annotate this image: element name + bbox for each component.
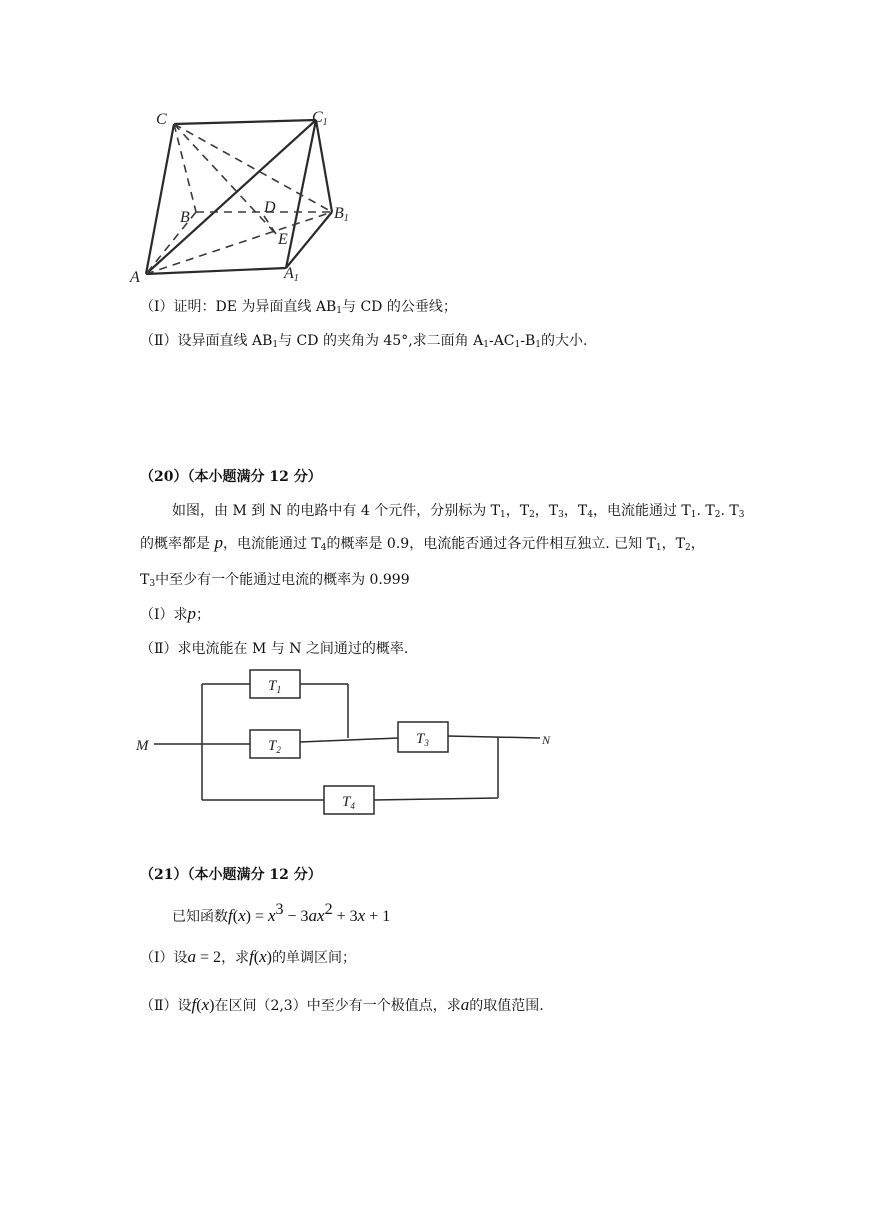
q19-part2: （Ⅱ）设异面直线 $AB_1$与 CD 的夹角为 45°,求二面角 $A_1-AC_1-B_1$的大小.	[140, 333, 588, 350]
q20-line1: 如图，由 M 到 N 的电路中有 4 个元件，分别标为 $T_1$，$T_2$，$T_3$，$T_4$，电流能通过 $T_1$. $T_2$. $T_3$	[172, 503, 745, 520]
label-M: M	[136, 738, 149, 754]
label-C1: C1	[312, 109, 328, 128]
label-E: E	[278, 231, 288, 248]
edge-A-A1	[146, 268, 286, 274]
label-N: N	[542, 733, 551, 747]
circuit-diagram	[130, 664, 570, 824]
label-T1: $T_1$	[268, 678, 282, 696]
label-C: C	[156, 111, 167, 128]
q20-part2: （Ⅱ）求电流能在 M 与 N 之间通过的概率.	[140, 641, 409, 657]
q21-intro: 已知函数$f(x) = x^3 - 3ax^2 + 3x + 1$	[172, 901, 391, 925]
label-B1: B1	[334, 205, 349, 224]
label-A1: A1	[284, 265, 299, 284]
q20-heading: （20）（本小题满分 12 分）	[140, 469, 322, 485]
q21-part2: （Ⅱ）设f(x)在区间（2,3）中至少有一个极值点，求a的取值范围.	[140, 995, 544, 1014]
label-A: A	[130, 269, 140, 284]
q21-heading: （21）（本小题满分 12 分）	[140, 867, 322, 883]
edge-C-B	[174, 124, 196, 212]
label-T4: $T_4$	[342, 794, 355, 811]
var-p: p	[187, 604, 197, 623]
edge-C-C1	[174, 120, 316, 124]
label-D: D	[264, 199, 276, 216]
label-T3: $T_3$	[416, 731, 429, 748]
q21-part1: （Ⅰ）设a = 2，求f(x)的单调区间；	[140, 947, 356, 966]
segment-D-E	[264, 216, 276, 234]
label-B: B	[180, 209, 190, 226]
var-p: p	[214, 533, 223, 552]
edge-C1-B1	[316, 120, 332, 212]
q20-line3: $T_3$中至少有一个能通过电流的概率为 0.999	[140, 572, 410, 589]
prism-figure	[128, 104, 368, 284]
q20-line2: 的概率都是 p，电流能通过 $T_4$的概率是 0.9，电流能否通过各元件相互独立. 已知 $T_1$，$T_2$，	[140, 533, 705, 553]
edge-C-B1	[174, 124, 332, 212]
label-T2: $T_2$	[268, 738, 281, 755]
q19-part1: （Ⅰ）证明：DE 为异面直线 $AB_1$与 CD 的公垂线；	[140, 299, 457, 316]
diag-A-B1	[146, 212, 332, 274]
q20-part1: （Ⅰ）求p；	[140, 604, 211, 623]
